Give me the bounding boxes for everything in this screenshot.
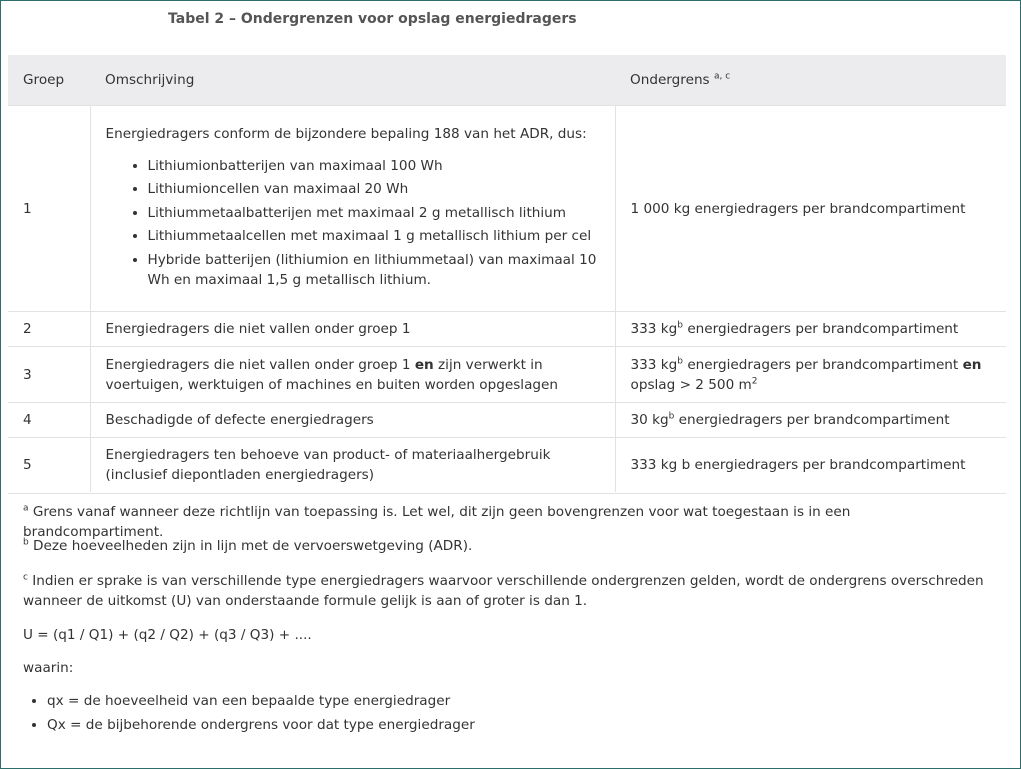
footnote-ref: b <box>677 355 683 366</box>
table-row-groep-5 <box>8 438 1006 493</box>
list-item: • Lithiumioncellen van maximaal 20 Wh <box>148 179 600 199</box>
header-ondergrens-label: Ondergrens <box>630 72 710 88</box>
footnote-marker: a <box>23 503 29 514</box>
formula-variables-list <box>23 691 475 739</box>
battery-type-list <box>106 156 600 290</box>
table-row-groep-1 <box>8 106 1006 312</box>
table-row-groep-3 <box>8 347 1006 403</box>
limit-bold-en: en <box>962 356 982 373</box>
formula: U = (q1 / Q1) + (q2 / Q2) + (q3 / Q3) + .... <box>23 627 312 643</box>
footnote-ref: b <box>668 411 675 422</box>
footnote-marker: b <box>23 537 29 548</box>
table-row-groep-2 <box>8 312 1006 347</box>
header-omschrijving: Omschrijving <box>90 55 615 106</box>
limit-amount: 333 kg <box>630 356 678 373</box>
oms-text-a: Energiedragers die niet vallen onder groep 1 <box>105 356 415 373</box>
footnote-marker: c <box>23 572 28 583</box>
header-ondergrens-footnote-ref: a, c <box>713 71 731 82</box>
cell-ondergrens: 333 kg b energiedragers per brandcompartiment <box>615 438 1006 493</box>
cell-groep: 1 <box>8 106 90 312</box>
cell-groep: 5 <box>8 438 90 493</box>
limit-unit-text: energiedragers per brandcompartiment <box>683 356 963 373</box>
limit-unit-text: energiedragers per brandcompartiment <box>674 412 950 428</box>
header-ondergrens <box>615 55 1006 106</box>
area-exponent: 2 <box>751 375 758 386</box>
cell-intro-text: Energiedragers conform de bijzondere bepaling 188 van het ADR, dus: <box>105 125 587 142</box>
cell-ondergrens <box>615 347 1006 403</box>
table-row-groep-4 <box>8 403 1006 438</box>
list-item: • Lithiummetaalbatterijen met maximaal 2 g metallisch lithium <box>148 203 600 223</box>
cell-omschrijving: Energiedragers ten behoeve van product- of materiaalhergebruik (inclusief diepontladen energiedragers) <box>90 438 615 493</box>
footnote-text: Grens vanaf wanneer deze richtlijn van toepassing is. Let wel, dit zijn geen bovengrenzen voor wat toegestaan is in een brandcompartiment. <box>23 504 851 540</box>
list-item: • Lithiummetaalcellen met maximaal 1 g metallisch lithium per cel <box>148 226 600 246</box>
oms-text-b: zijn verwerkt in voertuigen, werktuigen of machines en buiten worden opgeslagen <box>105 356 559 393</box>
table-footnotes <box>8 493 1006 764</box>
footnote-text: Deze hoeveelheden zijn in lijn met de vervoerswetgeving (ADR). <box>28 538 473 554</box>
table-caption: Tabel 2 – Ondergrenzen voor opslag energiedragers <box>168 11 577 27</box>
table-header-row <box>8 55 1006 106</box>
cell-omschrijving: Beschadigde of defecte energiedragers <box>90 403 615 438</box>
cell-groep: 2 <box>8 312 90 347</box>
footnote-b <box>23 536 993 556</box>
list-item: • qx = de hoeveelheid van een bepaalde type energiedrager <box>47 691 475 711</box>
footnote-ref: b <box>677 320 683 331</box>
oms-bold-en: en <box>414 356 434 373</box>
limit-amount: 333 kg <box>630 321 678 337</box>
cell-omschrijving: Energiedragers die niet vallen onder groep 1 <box>90 312 615 347</box>
cell-ondergrens <box>615 403 1006 438</box>
waarin-label: waarin: <box>23 660 74 676</box>
cell-groep: 4 <box>8 403 90 438</box>
footnote-c <box>23 571 993 611</box>
limit-unit-text: energiedragers per brandcompartiment <box>683 321 959 337</box>
cell-omschrijving <box>90 347 615 403</box>
limit-amount: 30 kg <box>630 412 669 428</box>
list-item: • Lithiumionbatterijen van maximaal 100 Wh <box>148 156 600 176</box>
footnote-text: Indien er sprake is van verschillende type energiedragers waarvoor verschillende ondergrenzen gelden, wordt de ondergrens overschreden wanneer de uitkomst (U) van onderstaande formule gelijk is aan of groter is dan 1. <box>23 573 984 609</box>
cell-groep: 3 <box>8 347 90 403</box>
header-groep: Groep <box>8 55 90 106</box>
list-item: • Qx = de bijbehorende ondergrens voor dat type energiedrager <box>47 715 475 735</box>
limit-area-text: opslag > 2 500 m <box>630 376 752 393</box>
cell-ondergrens <box>615 312 1006 347</box>
cell-omschrijving <box>90 106 615 312</box>
cell-ondergrens: 1 000 kg energiedragers per brandcompartiment <box>615 106 1006 312</box>
energy-carriers-table <box>8 55 1006 492</box>
list-item: • Hybride batterijen (lithiumion en lithiummetaal) van maximaal 10 Wh en maximaal 1,5 g metallisch lithium. <box>148 250 600 290</box>
